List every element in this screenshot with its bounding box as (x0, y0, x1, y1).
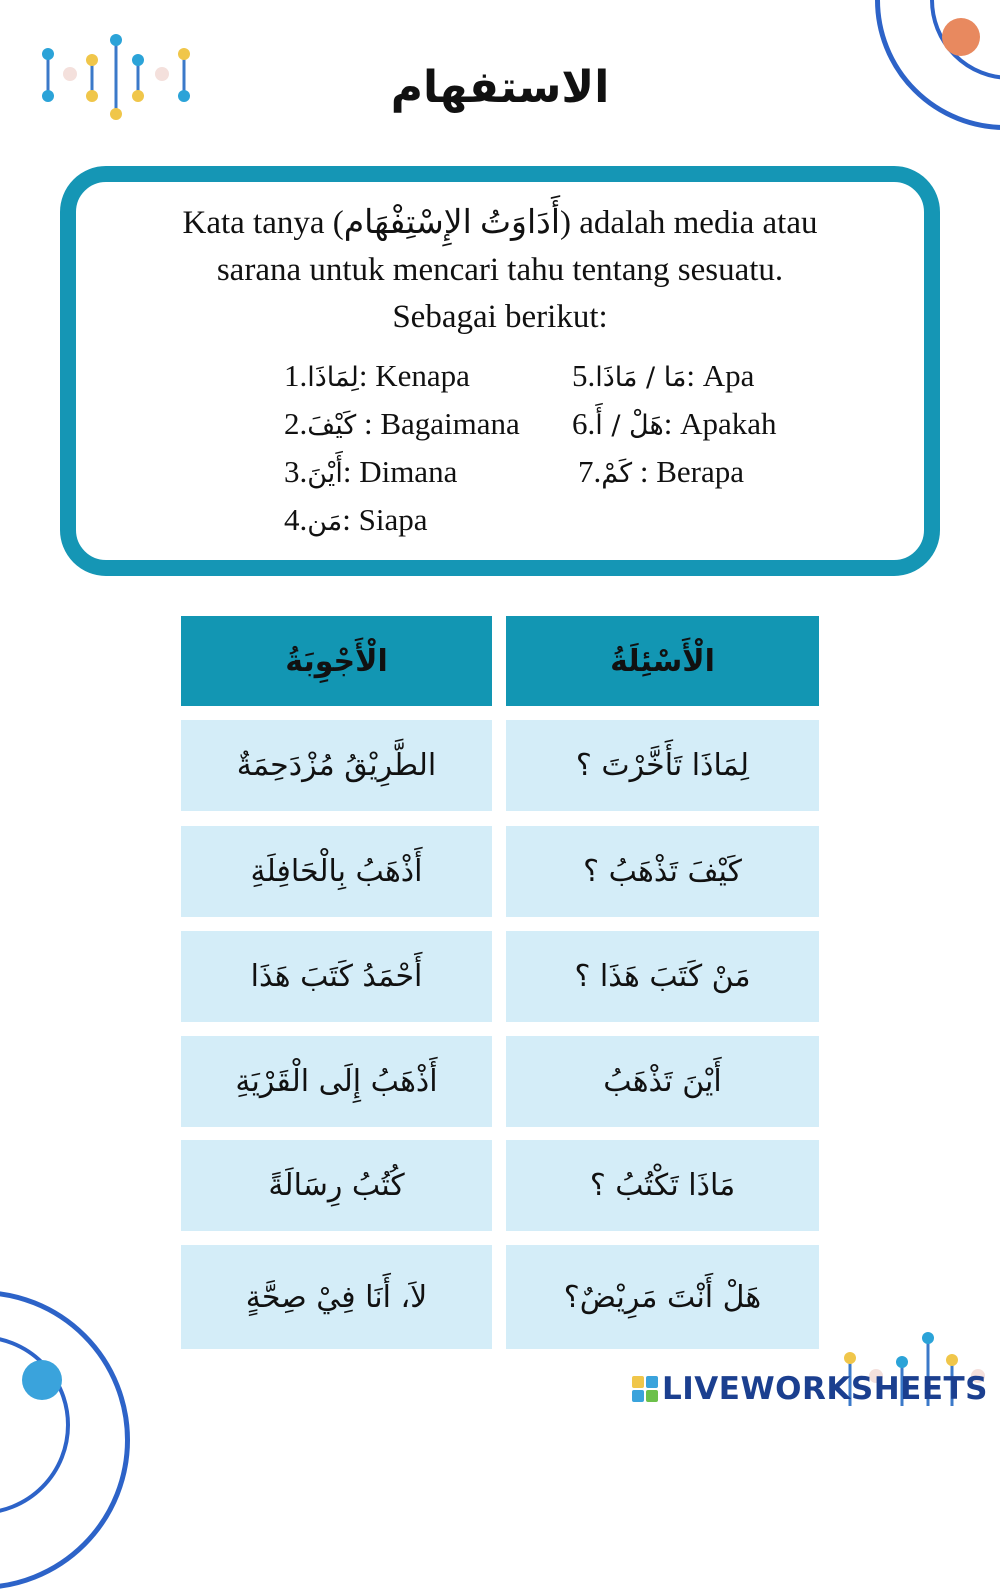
brand-logo[interactable] (632, 1371, 988, 1407)
intro-text (0, 200, 1000, 341)
question-cell-4[interactable]: أَيْنَ تَذْهَبُ (506, 1036, 819, 1127)
answer-cell-2[interactable]: أَذْهَبُ بِالْحَافِلَةِ (181, 826, 492, 917)
list-arabic: أَيْنَ (307, 458, 343, 489)
answer-cell-6[interactable]: لاَ، أَنَا فِيْ صِحَّةٍ (181, 1245, 492, 1349)
list-meaning: : Siapa (342, 502, 428, 537)
list-item-6 (572, 406, 776, 442)
list-meaning: : Dimana (342, 454, 458, 489)
brand-name: LIVEWORKSHEETS (662, 1371, 988, 1407)
question-cell-1[interactable]: لِمَاذَا تَأَخَّرْتَ ؟ (506, 720, 819, 811)
list-meaning: : Kenapa (358, 358, 470, 393)
list-arabic: هَلْ / أَ (595, 410, 664, 441)
page-title: الاستفهام (390, 62, 610, 113)
list-number: 5. (572, 358, 596, 393)
list-item-5 (572, 358, 754, 394)
list-meaning: : Apa (686, 358, 755, 393)
intro-line-2: sarana untuk mencari tahu tentang sesuatu. (216, 252, 784, 288)
question-cell-3[interactable]: مَنْ كَتَبَ هَذَا ؟ (506, 931, 819, 1022)
list-meaning: : Berapa (632, 454, 744, 489)
list-number: 4. (284, 502, 308, 537)
intro-line-3: Sebagai berikut: (392, 299, 608, 335)
bottom-left-dot (22, 1360, 62, 1400)
list-arabic: كَمْ (601, 458, 633, 489)
list-arabic: مَا / مَاذَا (595, 362, 687, 393)
intro-line-1: Kata tanya (أَدَاوَتُ الإِسْتِفْهَام) adalah media atau (182, 205, 818, 241)
list-meaning: : Apakah (663, 406, 777, 441)
list-number: 6. (572, 406, 596, 441)
answer-cell-5[interactable]: كُتُبُ رِسَالَةً (181, 1140, 492, 1231)
list-arabic: مَن (307, 506, 343, 537)
list-number: 1. (284, 358, 308, 393)
list-arabic: كَيْفَ (307, 410, 357, 441)
answer-cell-1[interactable]: الطَّرِيْقُ مُزْدَحِمَةٌ (181, 720, 492, 811)
liveworksheets-icon (632, 1376, 658, 1402)
top-right-dot (942, 18, 980, 56)
question-cell-6[interactable]: هَلْ أَنْتَ مَرِيْضٌ؟ (506, 1245, 819, 1349)
list-item-1 (284, 358, 470, 394)
header-answers: الْأَجْوِبَةُ (181, 616, 492, 706)
list-item-4 (284, 502, 428, 538)
list-item-2 (284, 406, 520, 442)
list-number: 7. (578, 454, 602, 489)
list-item-3 (284, 454, 457, 490)
list-number: 3. (284, 454, 308, 489)
list-item-7 (578, 454, 744, 490)
list-arabic: لِمَاذَا (307, 362, 359, 393)
question-cell-2[interactable]: كَيْفَ تَذْهَبُ ؟ (506, 826, 819, 917)
list-number: 2. (284, 406, 308, 441)
question-cell-5[interactable]: مَاذَا تَكْتُبُ ؟ (506, 1140, 819, 1231)
list-meaning: : Bagaimana (356, 406, 520, 441)
header-questions: الْأَسْئِلَةُ (506, 616, 819, 706)
answer-cell-4[interactable]: أَذْهَبُ إِلَى الْقَرْيَةِ (181, 1036, 492, 1127)
answer-cell-3[interactable]: أَحْمَدُ كَتَبَ هَذَا (181, 931, 492, 1022)
